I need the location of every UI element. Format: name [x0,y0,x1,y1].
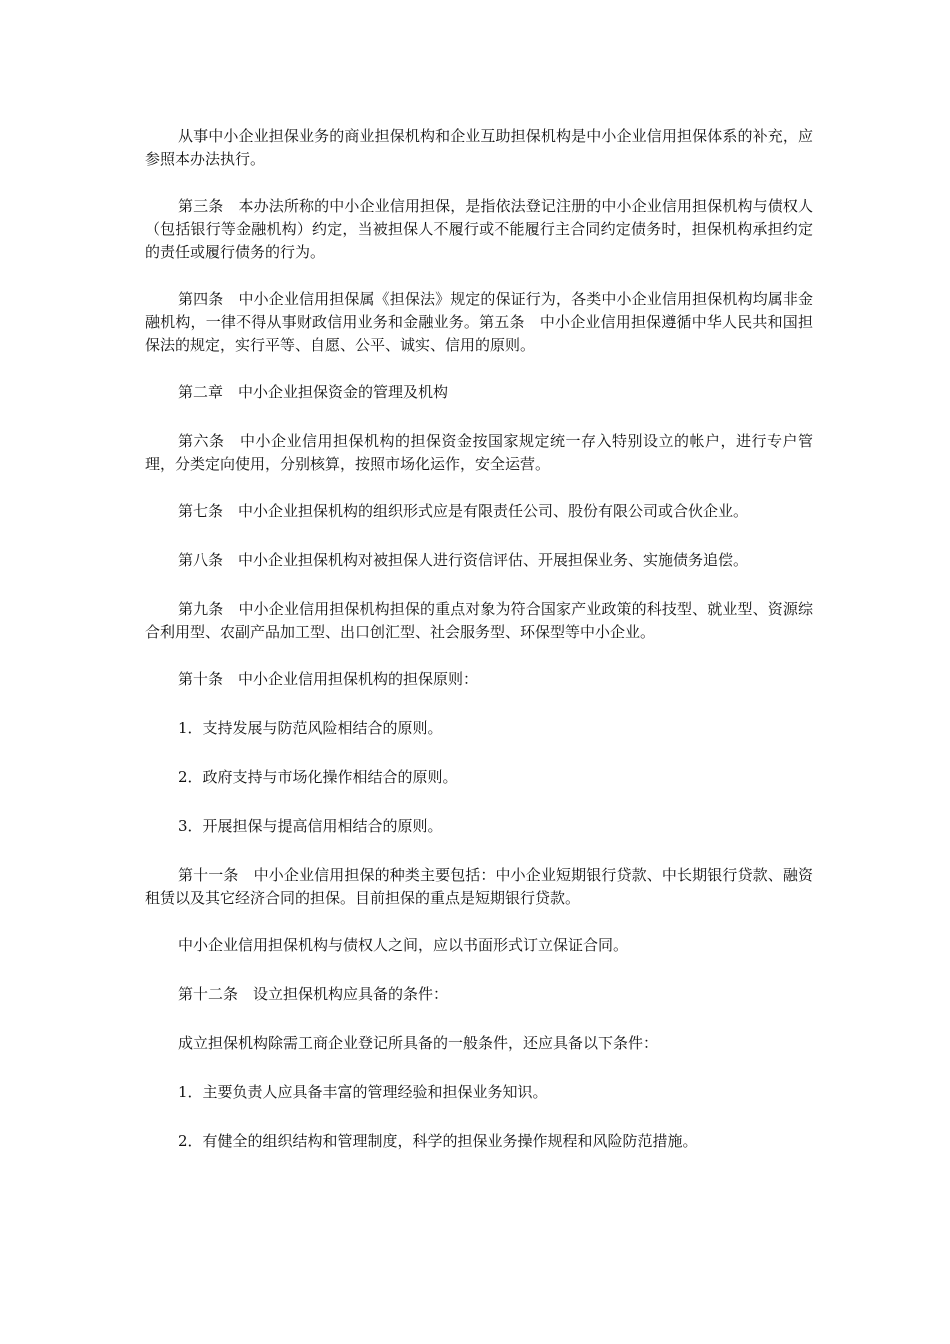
paragraph-article-7: 第七条 中小企业担保机构的组织形式应是有限责任公司、股份有限公司或合伙企业。 [178,502,749,520]
list-item-condition-1: 1．主要负责人应具备丰富的管理经验和担保业务知识。 [178,1083,548,1101]
paragraph-article-3: 第三条 本办法所称的中小企业信用担保，是指依法登记注册的中小企业信用担保机构与债权人（包括银行等金融机构）约定，当被担保人不履行或不能履行主合同约定债务时，担保机构承担约定的责任或履行债务的行为。 [145,197,813,261]
list-item-condition-2: 2．有健全的组织结构和管理制度，科学的担保业务操作规程和风险防范措施。 [178,1132,698,1150]
chapter-heading-2: 第二章 中小企业担保资金的管理及机构 [178,383,449,401]
paragraph-article-12: 第十二条 设立担保机构应具备的条件： [178,985,449,1003]
list-item-principle-3: 3．开展担保与提高信用相结合的原则。 [178,817,443,835]
paragraph-article-8: 第八条 中小企业担保机构对被担保人进行资信评估、开展担保业务、实施债务追偿。 [178,551,749,569]
paragraph-article-11: 第十一条 中小企业信用担保的种类主要包括：中小企业短期银行贷款、中长期银行贷款、融资租赁以及其它经济合同的担保。目前担保的重点是短期银行贷款。 [145,866,813,907]
paragraph-conditions-intro: 成立担保机构除需工商企业登记所具备的一般条件，还应具备以下条件： [178,1034,659,1052]
paragraph-contract: 中小企业信用担保机构与债权人之间，应以书面形式订立保证合同。 [178,936,629,954]
list-item-principle-2: 2．政府支持与市场化操作相结合的原则。 [178,768,458,786]
paragraph-article-6: 第六条 中小企业信用担保机构的担保资金按国家规定统一存入特别设立的帐户，进行专户管理，分类定向使用，分别核算，按照市场化运作，安全运营。 [145,432,813,473]
paragraph-article-10: 第十条 中小企业信用担保机构的担保原则： [178,670,479,688]
paragraph-article-9: 第九条 中小企业信用担保机构担保的重点对象为符合国家产业政策的科技型、就业型、资源综合利用型、农副产品加工型、出口创汇型、社会服务型、环保型等中小企业。 [145,600,813,641]
list-item-principle-1: 1．支持发展与防范风险相结合的原则。 [178,719,443,737]
paragraph-supplement: 从事中小企业担保业务的商业担保机构和企业互助担保机构是中小企业信用担保体系的补充，应参照本办法执行。 [145,127,813,168]
document-body [145,125,813,1179]
paragraph-article-4-5: 第四条 中小企业信用担保属《担保法》规定的保证行为，各类中小企业信用担保机构均属非金融机构，一律不得从事财政信用业务和金融业务。第五条 中小企业信用担保遵循中华人民共和国担保法的规定，实行平等、自愿、公平、诚实、信用的原则。 [145,290,813,354]
